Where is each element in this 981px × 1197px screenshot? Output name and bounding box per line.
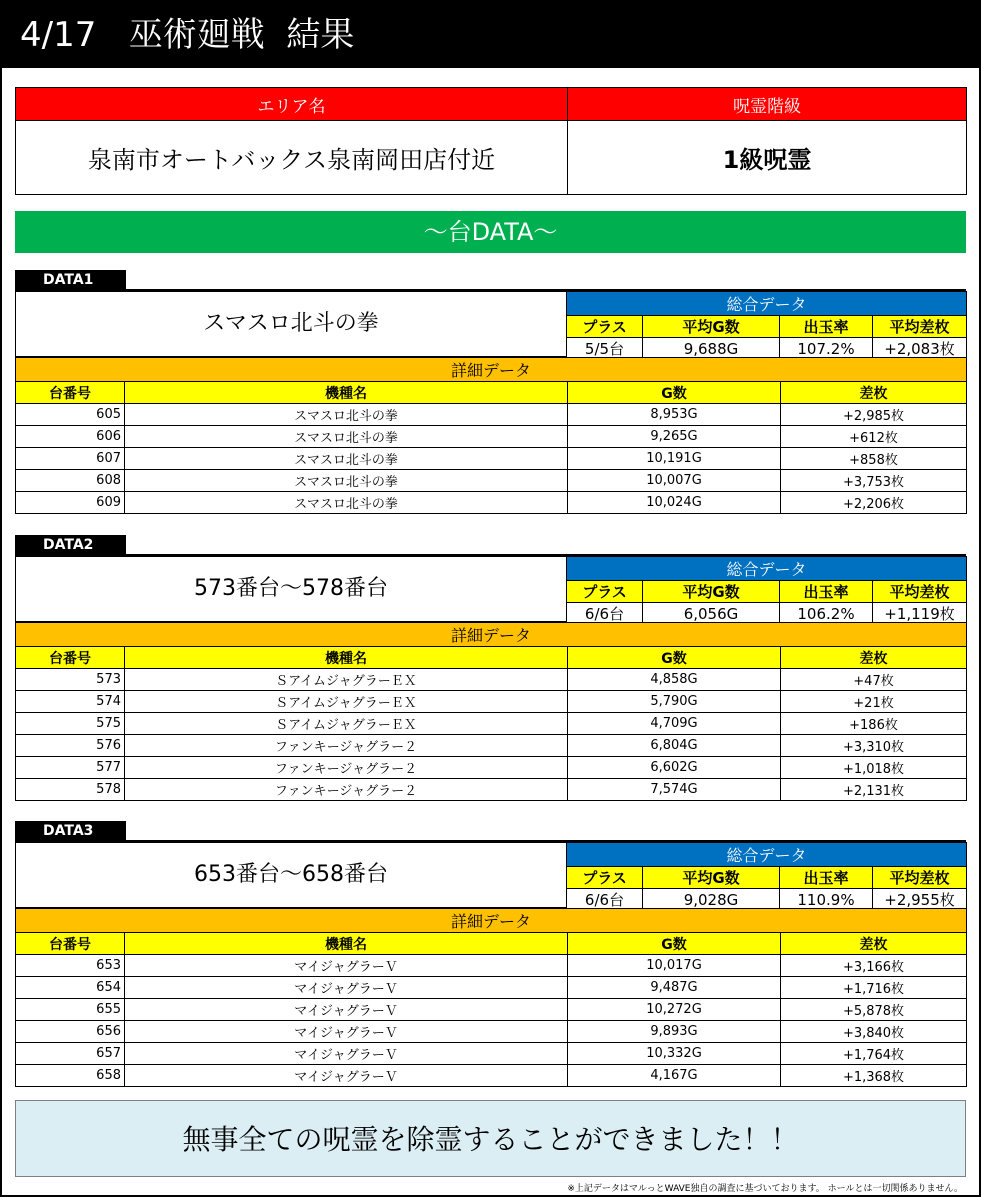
game-count: 6,602G bbox=[568, 757, 781, 779]
summary-label-avg-games: 平均G数 bbox=[643, 316, 780, 338]
section-title: ～台DATA～ bbox=[15, 211, 966, 253]
summary-avg-games: 9,688G bbox=[643, 338, 780, 360]
game-count: 10,017G bbox=[568, 955, 781, 977]
col-machine-number: 台番号 bbox=[16, 647, 125, 669]
summary-label-avg-diff: 平均差枚 bbox=[873, 867, 967, 889]
data-block-3 bbox=[15, 821, 966, 1086]
detail-heading: 詳細データ bbox=[16, 358, 967, 382]
coin-diff: +2,985枚 bbox=[781, 404, 967, 426]
machine-title: スマスロ北斗の拳 bbox=[15, 291, 567, 357]
block-head bbox=[15, 556, 966, 622]
game-count: 5,790G bbox=[568, 691, 781, 713]
machine-name: スマスロ北斗の拳 bbox=[125, 470, 568, 492]
coin-diff: +1,716枚 bbox=[781, 977, 967, 999]
table-row bbox=[16, 691, 967, 713]
col-game-count: G数 bbox=[568, 382, 781, 404]
title-date: 4/17 bbox=[20, 15, 97, 55]
col-coin-diff: 差枚 bbox=[781, 933, 967, 955]
summary-avg-diff: +2,083枚 bbox=[873, 338, 967, 360]
coin-diff: +186枚 bbox=[781, 713, 967, 735]
machine-name: マイジャグラーＶ bbox=[125, 977, 568, 999]
game-count: 10,332G bbox=[568, 1043, 781, 1065]
coin-diff: +5,878枚 bbox=[781, 999, 967, 1021]
table-row bbox=[16, 448, 967, 470]
machine-number: 576 bbox=[16, 735, 125, 757]
area-name: 泉南市オートバックス泉南岡田店付近 bbox=[16, 121, 568, 195]
coin-diff: +3,310枚 bbox=[781, 735, 967, 757]
machine-name: マイジャグラーＶ bbox=[125, 955, 568, 977]
summary-heading: 総合データ bbox=[567, 843, 967, 867]
data-block-1 bbox=[15, 270, 966, 513]
area-table bbox=[15, 87, 967, 195]
summary-heading: 総合データ bbox=[567, 292, 967, 316]
coin-diff: +21枚 bbox=[781, 691, 967, 713]
machine-name: スマスロ北斗の拳 bbox=[125, 404, 568, 426]
machine-name: スマスロ北斗の拳 bbox=[125, 448, 568, 470]
machine-name: マイジャグラーＶ bbox=[125, 1021, 568, 1043]
detail-table bbox=[15, 357, 967, 514]
game-count: 7,574G bbox=[568, 779, 781, 801]
data-tag: DATA2 bbox=[15, 535, 126, 555]
summary-plus: 6/6台 bbox=[567, 603, 643, 625]
summary-label-plus: プラス bbox=[567, 581, 643, 603]
coin-diff: +3,753枚 bbox=[781, 470, 967, 492]
coin-diff: +1,368枚 bbox=[781, 1065, 967, 1087]
summary-label-avg-games: 平均G数 bbox=[643, 867, 780, 889]
col-coin-diff: 差枚 bbox=[781, 647, 967, 669]
col-machine-number: 台番号 bbox=[16, 933, 125, 955]
summary-payout: 107.2% bbox=[780, 338, 873, 360]
machine-name: ファンキージャグラー２ bbox=[125, 735, 568, 757]
col-game-count: G数 bbox=[568, 647, 781, 669]
machine-number: 657 bbox=[16, 1043, 125, 1065]
col-machine-name: 機種名 bbox=[125, 382, 568, 404]
machine-title: 573番台～578番台 bbox=[15, 556, 567, 622]
summary-avg-diff: +2,955枚 bbox=[873, 889, 967, 911]
summary-plus: 5/5台 bbox=[567, 338, 643, 360]
summary-heading: 総合データ bbox=[567, 557, 967, 581]
table-row bbox=[16, 669, 967, 691]
coin-diff: +2,131枚 bbox=[781, 779, 967, 801]
machine-name: ファンキージャグラー２ bbox=[125, 779, 568, 801]
block-head bbox=[15, 291, 966, 357]
machine-name: スマスロ北斗の拳 bbox=[125, 426, 568, 448]
summary-label-avg-games: 平均G数 bbox=[643, 581, 780, 603]
area-label: エリア名 bbox=[16, 88, 568, 121]
game-count: 10,272G bbox=[568, 999, 781, 1021]
coin-diff: +2,206枚 bbox=[781, 492, 967, 514]
machine-number: 654 bbox=[16, 977, 125, 999]
machine-number: 608 bbox=[16, 470, 125, 492]
table-row bbox=[16, 492, 967, 514]
table-row bbox=[16, 404, 967, 426]
machine-name: マイジャグラーＶ bbox=[125, 1043, 568, 1065]
machine-number: 578 bbox=[16, 779, 125, 801]
col-game-count: G数 bbox=[568, 933, 781, 955]
table-row bbox=[16, 426, 967, 448]
summary-label-plus: プラス bbox=[567, 867, 643, 889]
summary-label-avg-diff: 平均差枚 bbox=[873, 316, 967, 338]
machine-title: 653番台～658番台 bbox=[15, 842, 567, 908]
coin-diff: +1,018枚 bbox=[781, 757, 967, 779]
table-row bbox=[16, 757, 967, 779]
coin-diff: +858枚 bbox=[781, 448, 967, 470]
data-tag: DATA1 bbox=[15, 270, 126, 290]
game-count: 8,953G bbox=[568, 404, 781, 426]
machine-number: 655 bbox=[16, 999, 125, 1021]
machine-number: 658 bbox=[16, 1065, 125, 1087]
summary-label-payout: 出玉率 bbox=[780, 316, 873, 338]
machine-number: 577 bbox=[16, 757, 125, 779]
coin-diff: +47枚 bbox=[781, 669, 967, 691]
machine-name: ファンキージャグラー２ bbox=[125, 757, 568, 779]
game-count: 9,893G bbox=[568, 1021, 781, 1043]
summary-plus: 6/6台 bbox=[567, 889, 643, 911]
machine-number: 575 bbox=[16, 713, 125, 735]
table-row bbox=[16, 779, 967, 801]
table-row bbox=[16, 999, 967, 1021]
col-machine-name: 機種名 bbox=[125, 647, 568, 669]
col-coin-diff: 差枚 bbox=[781, 382, 967, 404]
detail-table bbox=[15, 622, 967, 801]
table-row bbox=[16, 1043, 967, 1065]
machine-name: スマスロ北斗の拳 bbox=[125, 492, 568, 514]
table-row bbox=[16, 713, 967, 735]
summary-table bbox=[566, 556, 967, 625]
machine-number: 606 bbox=[16, 426, 125, 448]
table-row bbox=[16, 735, 967, 757]
col-machine-name: 機種名 bbox=[125, 933, 568, 955]
machine-name: ＳアイムジャグラーＥＸ bbox=[125, 713, 568, 735]
coin-diff: +3,840枚 bbox=[781, 1021, 967, 1043]
title-sub: 結果 bbox=[286, 15, 355, 55]
coin-diff: +612枚 bbox=[781, 426, 967, 448]
coin-diff: +3,166枚 bbox=[781, 955, 967, 977]
machine-name: マイジャグラーＶ bbox=[125, 1065, 568, 1087]
game-count: 9,265G bbox=[568, 426, 781, 448]
summary-label-plus: プラス bbox=[567, 316, 643, 338]
block-head bbox=[15, 842, 966, 908]
table-row bbox=[16, 977, 967, 999]
machine-name: ＳアイムジャグラーＥＸ bbox=[125, 691, 568, 713]
summary-avg-games: 9,028G bbox=[643, 889, 780, 911]
machine-number: 573 bbox=[16, 669, 125, 691]
machine-number: 605 bbox=[16, 404, 125, 426]
page-title bbox=[2, 2, 979, 68]
summary-payout: 110.9% bbox=[780, 889, 873, 911]
data-block-2 bbox=[15, 535, 966, 800]
game-count: 10,007G bbox=[568, 470, 781, 492]
summary-label-payout: 出玉率 bbox=[780, 581, 873, 603]
title-main: 巫術廻戦 bbox=[128, 15, 265, 55]
table-row bbox=[16, 470, 967, 492]
game-count: 4,858G bbox=[568, 669, 781, 691]
table-row bbox=[16, 955, 967, 977]
coin-diff: +1,764枚 bbox=[781, 1043, 967, 1065]
summary-payout: 106.2% bbox=[780, 603, 873, 625]
machine-number: 574 bbox=[16, 691, 125, 713]
machine-number: 607 bbox=[16, 448, 125, 470]
game-count: 9,487G bbox=[568, 977, 781, 999]
machine-name: ＳアイムジャグラーＥＸ bbox=[125, 669, 568, 691]
summary-avg-diff: +1,119枚 bbox=[873, 603, 967, 625]
summary-avg-games: 6,056G bbox=[643, 603, 780, 625]
result-banner: 無事全ての呪霊を除霊することができました！！ bbox=[15, 1100, 966, 1177]
data-tag: DATA3 bbox=[15, 821, 126, 841]
game-count: 4,709G bbox=[568, 713, 781, 735]
detail-table bbox=[15, 908, 967, 1087]
detail-heading: 詳細データ bbox=[16, 623, 967, 647]
table-row bbox=[16, 1021, 967, 1043]
game-count: 10,024G bbox=[568, 492, 781, 514]
detail-heading: 詳細データ bbox=[16, 909, 967, 933]
game-count: 4,167G bbox=[568, 1065, 781, 1087]
summary-label-payout: 出玉率 bbox=[780, 867, 873, 889]
machine-name: マイジャグラーＶ bbox=[125, 999, 568, 1021]
rank-label: 呪霊階級 bbox=[568, 88, 967, 121]
game-count: 10,191G bbox=[568, 448, 781, 470]
summary-table bbox=[566, 842, 967, 911]
rank-value: 1級呪霊 bbox=[568, 121, 967, 195]
machine-number: 656 bbox=[16, 1021, 125, 1043]
summary-label-avg-diff: 平均差枚 bbox=[873, 581, 967, 603]
table-row bbox=[16, 1065, 967, 1087]
summary-table bbox=[566, 291, 967, 360]
footnote: ※上記データはマルっとWAVE独自の調査に基づいております。 ホールとは一切関係ありません。 bbox=[567, 1184, 963, 1194]
game-count: 6,804G bbox=[568, 735, 781, 757]
machine-number: 653 bbox=[16, 955, 125, 977]
col-machine-number: 台番号 bbox=[16, 382, 125, 404]
machine-number: 609 bbox=[16, 492, 125, 514]
